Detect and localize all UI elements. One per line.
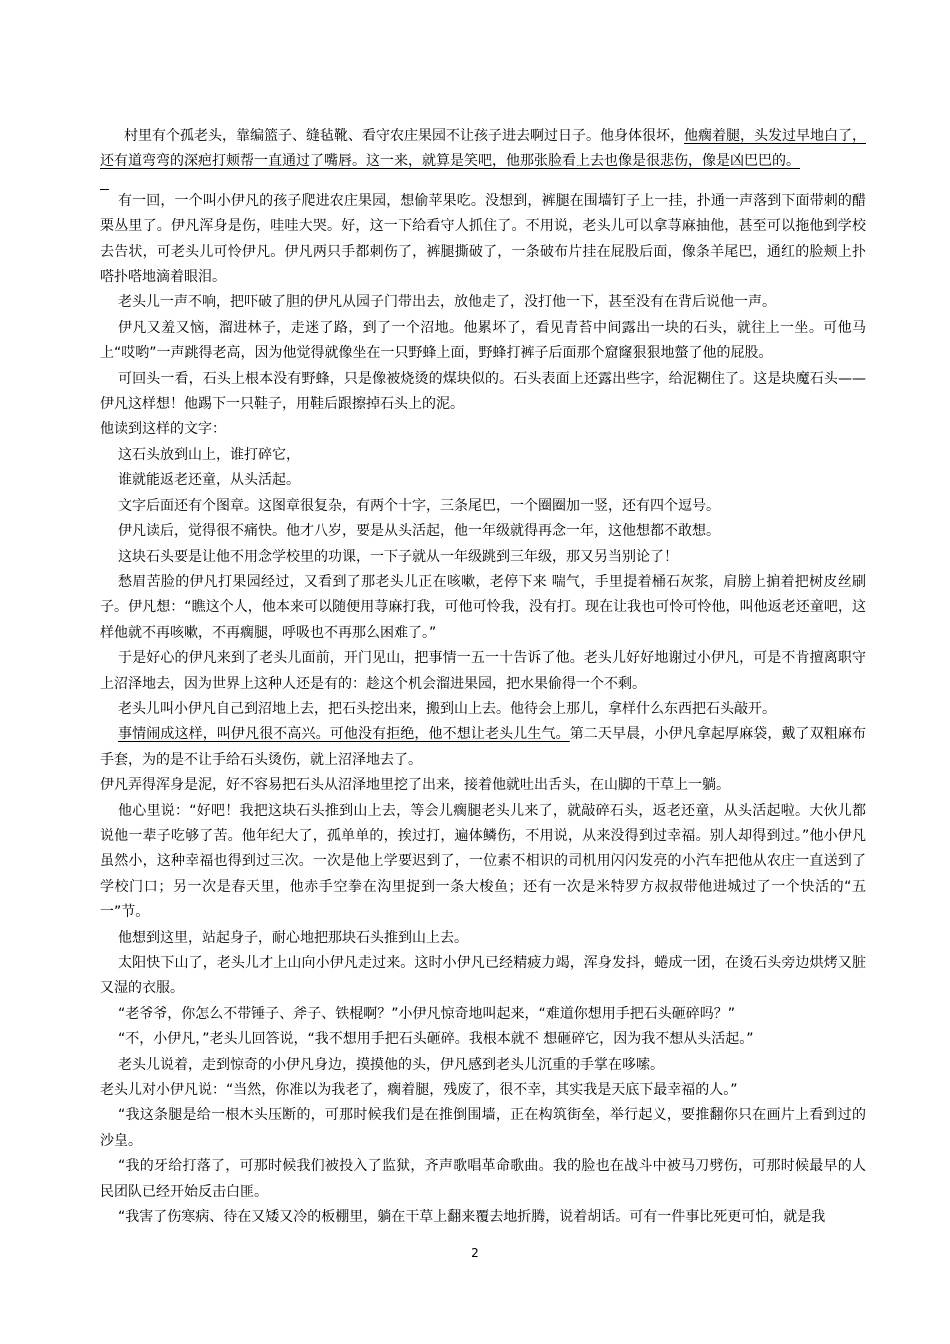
paragraph-text: 他想到这里，站起身子，耐心地把那块石头推到山上去。 (118, 929, 468, 946)
paragraph-text: 这块石头要是让他不用念学校里的功课，一下子就从一年级跳到三年级，那又另当别论了！ (118, 548, 678, 565)
paragraph-text: 村里有个孤老头，靠编篮子、缝毡靴、看守农庄果园不让孩子进去啊过日子。他身体很坏， (124, 128, 684, 144)
paragraph (100, 468, 866, 493)
page-number: 2 (471, 1246, 479, 1260)
paragraph (100, 290, 866, 315)
paragraph-text: 第二天早晨，小伊凡拿起厚麻袋，戴了双粗麻布手套，为的是不让手给石头烫伤，就上沼泽地去了。 (100, 726, 867, 768)
paragraph-text: “不，小伊凡，”老头儿回答说，“我不想用手把石头砸碎。我根本就不 想砸碎它，因为我不想从头活起。” (118, 1031, 754, 1048)
underlined-text: 他瘸着腿，头发过早地白了，还有道弯弯的深疤打颊帮一直通过了嘴唇。这一来，就算是笑吧，他那张脸看上去也像是很悲伤，像是凶巴巴的。 (100, 128, 866, 170)
paragraph (100, 417, 866, 442)
paragraph (100, 697, 866, 722)
paragraph (100, 926, 866, 951)
paragraph-text: 伊凡读后，觉得很不痛快。他才八岁，要是从头活起，他一年级就得再念一年，这他想都不敢想。 (118, 523, 720, 540)
paragraph-text: “我害了伤寒病、待在又矮又冷的板棚里，躺在干草上翻来覆去地折腾，说着胡话。可有一件事比死更可怕，就是我 (118, 1209, 826, 1226)
paragraph (100, 124, 866, 175)
paragraph-text: 伊凡弄得浑身是泥，好不容易把石头从沼泽地里挖了出来，接着他就吐出舌头，在山脚的干草上一躺。 (100, 777, 730, 794)
paragraph (100, 646, 866, 697)
paragraph-text: 于是好心的伊凡来到了老头儿面前，开门见山，把事情一五一十告诉了他。老头儿好好地谢过小伊凡，可是不肯擅离职守上沼泽地去，因为世界上这种人还是有的：趁这个机会溜进果园，把水果偷得一个不剩。 (100, 650, 866, 692)
paragraph-text: 老头儿叫小伊凡自己到沼地上去，把石头挖出来，搬到山上去。他待会上那儿，拿样什么东西把石头敲开。 (118, 700, 776, 717)
paragraph (100, 951, 866, 1002)
paragraph (100, 1027, 866, 1052)
paragraph-text: 太阳快下山了，老头儿才上山向小伊凡走过来。这时小伊凡已经精疲力竭，浑身发抖，蜷成一团，在烫石头旁边烘烤又脏又湿的衣服。 (100, 955, 866, 997)
paragraph (100, 316, 866, 367)
paragraph-text: 他读到这样的文字： (100, 421, 226, 438)
paragraph-text: 文字后面还有个图章。这图章很复杂，有两个十字，三条尾巴，一个圈圈加一竖，还有四个逗号。 (118, 497, 720, 514)
paragraph (100, 367, 866, 418)
paragraph-text: 这石头放到山上，谁打碎它， (118, 446, 300, 463)
paragraph (100, 1053, 866, 1078)
paragraph-text: 他心里说：“好吧！我把这块石头推到山上去，等会儿瘸腿老头儿来了，就敲碎石头，返老还童，从头活起啦。大伙儿都说他一辈子吃够了苦。他年纪大了，孤单单的，挨过打，遍体鳞伤，不用说，从来没得到过幸福。别人却得到过。”他小伊凡虽然小，这种幸福也得到过三次。一次是他上学要迟到了，一位素不相识的司机用闪闪发亮的小汽车把他从农庄一直送到了学校门口；另一次是春天里，他赤手空拳在沟里捉到一条大梭鱼；还有一次是米特罗方叔叔带他进城过了一个快活的“五一”节。 (100, 802, 866, 921)
paragraph-text: 谁就能返老还童，从头活起。 (118, 472, 300, 489)
paragraph-text: 老头儿对小伊凡说：“当然，你准以为我老了，瘸着腿，残废了，很不幸，其实我是天底下最幸福的人。” (100, 1082, 738, 1099)
paragraph (100, 545, 866, 570)
paragraph-text: “我这条腿是给一根木头压断的，可那时候我们是在推倒围墙，正在构筑街垒，举行起义，要推翻你只在画片上看到过的沙皇。 (100, 1107, 866, 1149)
paragraph-text: “我的牙给打落了，可那时候我们被投入了监狱，齐声歌唱革命歌曲。我的脸也在战斗中被马刀劈伤，可那时候最早的人民团队已经开始反击白匪。 (100, 1158, 866, 1200)
paragraph (100, 1103, 866, 1154)
paragraph-text: 伊凡又羞又恼，溜进林子，走迷了路，到了一个沼地。他累坏了，看见青苔中间露出一块的石头，就往上一坐。可他马上“哎哟”一声跳得老高，因为他觉得就像坐在一只野蜂上面，野蜂打裤子后面那个窟窿狠狠地螫了他的屁股。 (100, 319, 866, 362)
paragraph (100, 443, 866, 468)
paragraph (100, 519, 866, 544)
paragraph (100, 1205, 866, 1230)
paragraph-text: “老爷爷，你怎么不带锤子、斧子、铁棍啊？”小伊凡惊奇地叫起来，“难道你想用手把石头砸碎吗？” (118, 1005, 736, 1022)
paragraph (100, 1002, 866, 1027)
document-page (100, 124, 866, 1230)
paragraph (100, 799, 866, 926)
paragraph-text: 老头儿说着，走到惊奇的小伊凡身边，摸摸他的头，伊凡感到老头儿沉重的手掌在哆嗦。 (118, 1056, 664, 1073)
paragraph-text: 有一回，一个叫小伊凡的孩子爬进农庄果园，想偷苹果吃。没想到，裤腿在围墙钉子上一挂，扑通一声落到下面带刺的醋栗丛里了。伊凡浑身是伤，哇哇大哭。好，这一下给看守人抓住了。不用说，老头儿可以拿荨麻抽他，甚至可以拖他到学校去告状，可老头儿可怜伊凡。伊凡两只手都刺伤了，裤腿撕破了，一条破布片挂在屁股后面，像条羊尾巴，通红的脸颊上扑嗒扑嗒地滴着眼泪。 (100, 192, 866, 286)
paragraph (100, 722, 866, 773)
paragraph-text: 可回头一看，石头上根本没有野蜂，只是像被烧烫的煤块似的。石头表面上还露出些字，给泥糊住了。这是块魔石头——伊凡这样想！他踢下一只鞋子，用鞋后跟擦掉石头上的泥。 (100, 370, 866, 413)
paragraph (100, 189, 866, 291)
paragraph (100, 1078, 866, 1103)
paragraph (100, 494, 866, 519)
paragraph (100, 1154, 866, 1205)
paragraph-text: 老头儿一声不响，把吓破了胆的伊凡从园子门带出去，放他走了，没打他一下，甚至没有在背后说他一声。 (118, 294, 776, 311)
underlined-text: 事情闹成这样，叫伊凡很不高兴。可他没有拒绝，他不想让老头儿生气。 (118, 726, 570, 743)
paragraph (100, 570, 866, 646)
underline-mark (100, 175, 866, 189)
paragraph-text: 愁眉苦脸的伊凡打果园经过，又看到了那老头儿正在咳嗽，老停下来 喘气，手里提着桶石灰浆，肩膀上掮着把树皮丝刷子。伊凡想：“瞧这个人，他本来可以随便用荨麻打我，可他可怜我，没有打。现在让我也可怜可怜他，叫他返老还童吧，这样他就不再咳嗽，不再瘸腿，呼吸也不再那么困难了。” (100, 573, 866, 641)
paragraph (100, 773, 866, 798)
